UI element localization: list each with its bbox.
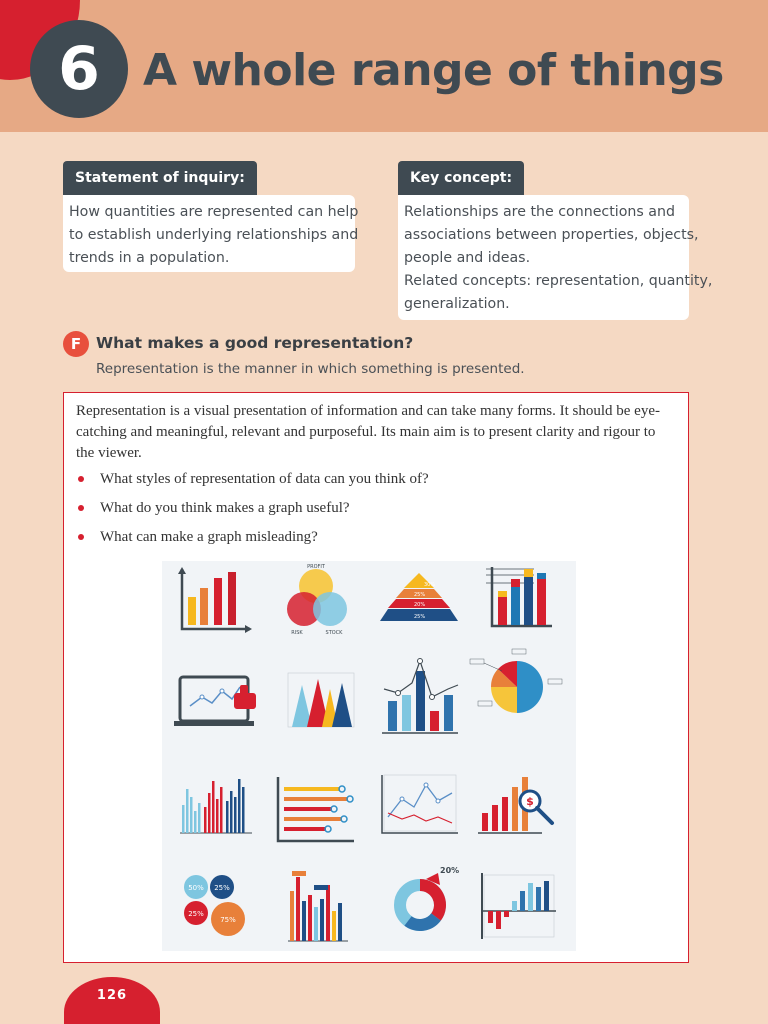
positive-negative-bar-icon — [482, 873, 556, 939]
donut-chart-icon — [400, 866, 459, 925]
column-chart-icon — [288, 871, 348, 941]
percent-label: 25% — [214, 884, 230, 892]
content-box — [63, 392, 689, 963]
key-concept-label: Key concept: — [398, 161, 524, 195]
page-number: 126 — [96, 988, 128, 1003]
histogram-icon — [180, 779, 252, 833]
statement-box — [63, 195, 359, 272]
key-concept-line: associations between properties, objects, — [404, 227, 699, 243]
pyramid-label: 30% — [424, 582, 436, 588]
line-graph-icon — [382, 775, 458, 833]
statement-line: to establish underlying relationships and — [69, 227, 359, 243]
venn-label: PROFIT — [307, 564, 325, 570]
magnifier-bar-chart-icon — [478, 777, 552, 833]
percent-label: 75% — [220, 916, 236, 924]
percent-label: 50% — [188, 884, 204, 892]
section-badge: F — [63, 331, 89, 357]
key-concept-line: Relationships are the connections and — [404, 204, 676, 220]
key-concept-line: people and ideas. — [404, 250, 531, 266]
question-item: What can make a graph misleading? — [76, 527, 429, 556]
pyramid-label: 25% — [414, 614, 426, 620]
section-heading: What makes a good representation? — [96, 334, 414, 352]
question-list — [76, 469, 429, 556]
statement-line: How quantities are represented can help — [69, 204, 359, 220]
stacked-bar-chart-icon — [486, 567, 552, 626]
venn-label: RISK — [291, 630, 303, 636]
venn-diagram-icon — [287, 564, 347, 636]
triangle-chart-icon — [288, 673, 354, 727]
infographic-illustration — [162, 561, 576, 951]
circle-percent-icon — [184, 875, 245, 936]
bar-chart-icon — [178, 567, 252, 633]
chapter-number: 6 — [30, 20, 128, 118]
statement-label: Statement of inquiry: — [63, 161, 257, 195]
percent-label: 25% — [188, 910, 204, 918]
key-concept-line: Related concepts: representation, quantity, — [404, 273, 713, 289]
infographic-icons — [162, 561, 576, 951]
question-item: What styles of representation of data can you think of? — [76, 469, 429, 498]
laptop-thumbs-up-icon — [174, 677, 256, 726]
donut-percent-label: 20% — [440, 866, 460, 875]
chapter-header — [0, 0, 768, 132]
key-concept-box — [398, 195, 713, 320]
horizontal-bar-chart-icon — [278, 777, 354, 841]
dollar-icon: $ — [526, 795, 534, 808]
pyramid-chart-icon — [380, 573, 458, 621]
chapter-title: A whole range of things — [143, 45, 724, 96]
line-bar-combo-icon — [382, 659, 458, 734]
pyramid-label: 20% — [414, 602, 426, 608]
section-subheading: Representation is the manner in which something is presented. — [96, 361, 525, 377]
pyramid-label: 25% — [414, 592, 426, 598]
content-paragraph: Representation is a visual presentation of information and can take many forms. It should be eye-catching and meaningful, relevant and purposeful. Its main aim is to present clarity and rigour to the viewer. — [76, 403, 660, 461]
statement-line: trends in a population. — [69, 250, 230, 266]
pie-chart-icon — [470, 649, 562, 713]
venn-label: STOCK — [325, 630, 343, 636]
key-concept-line: generalization. — [404, 296, 510, 312]
question-item: What do you think makes a graph useful? — [76, 498, 429, 527]
